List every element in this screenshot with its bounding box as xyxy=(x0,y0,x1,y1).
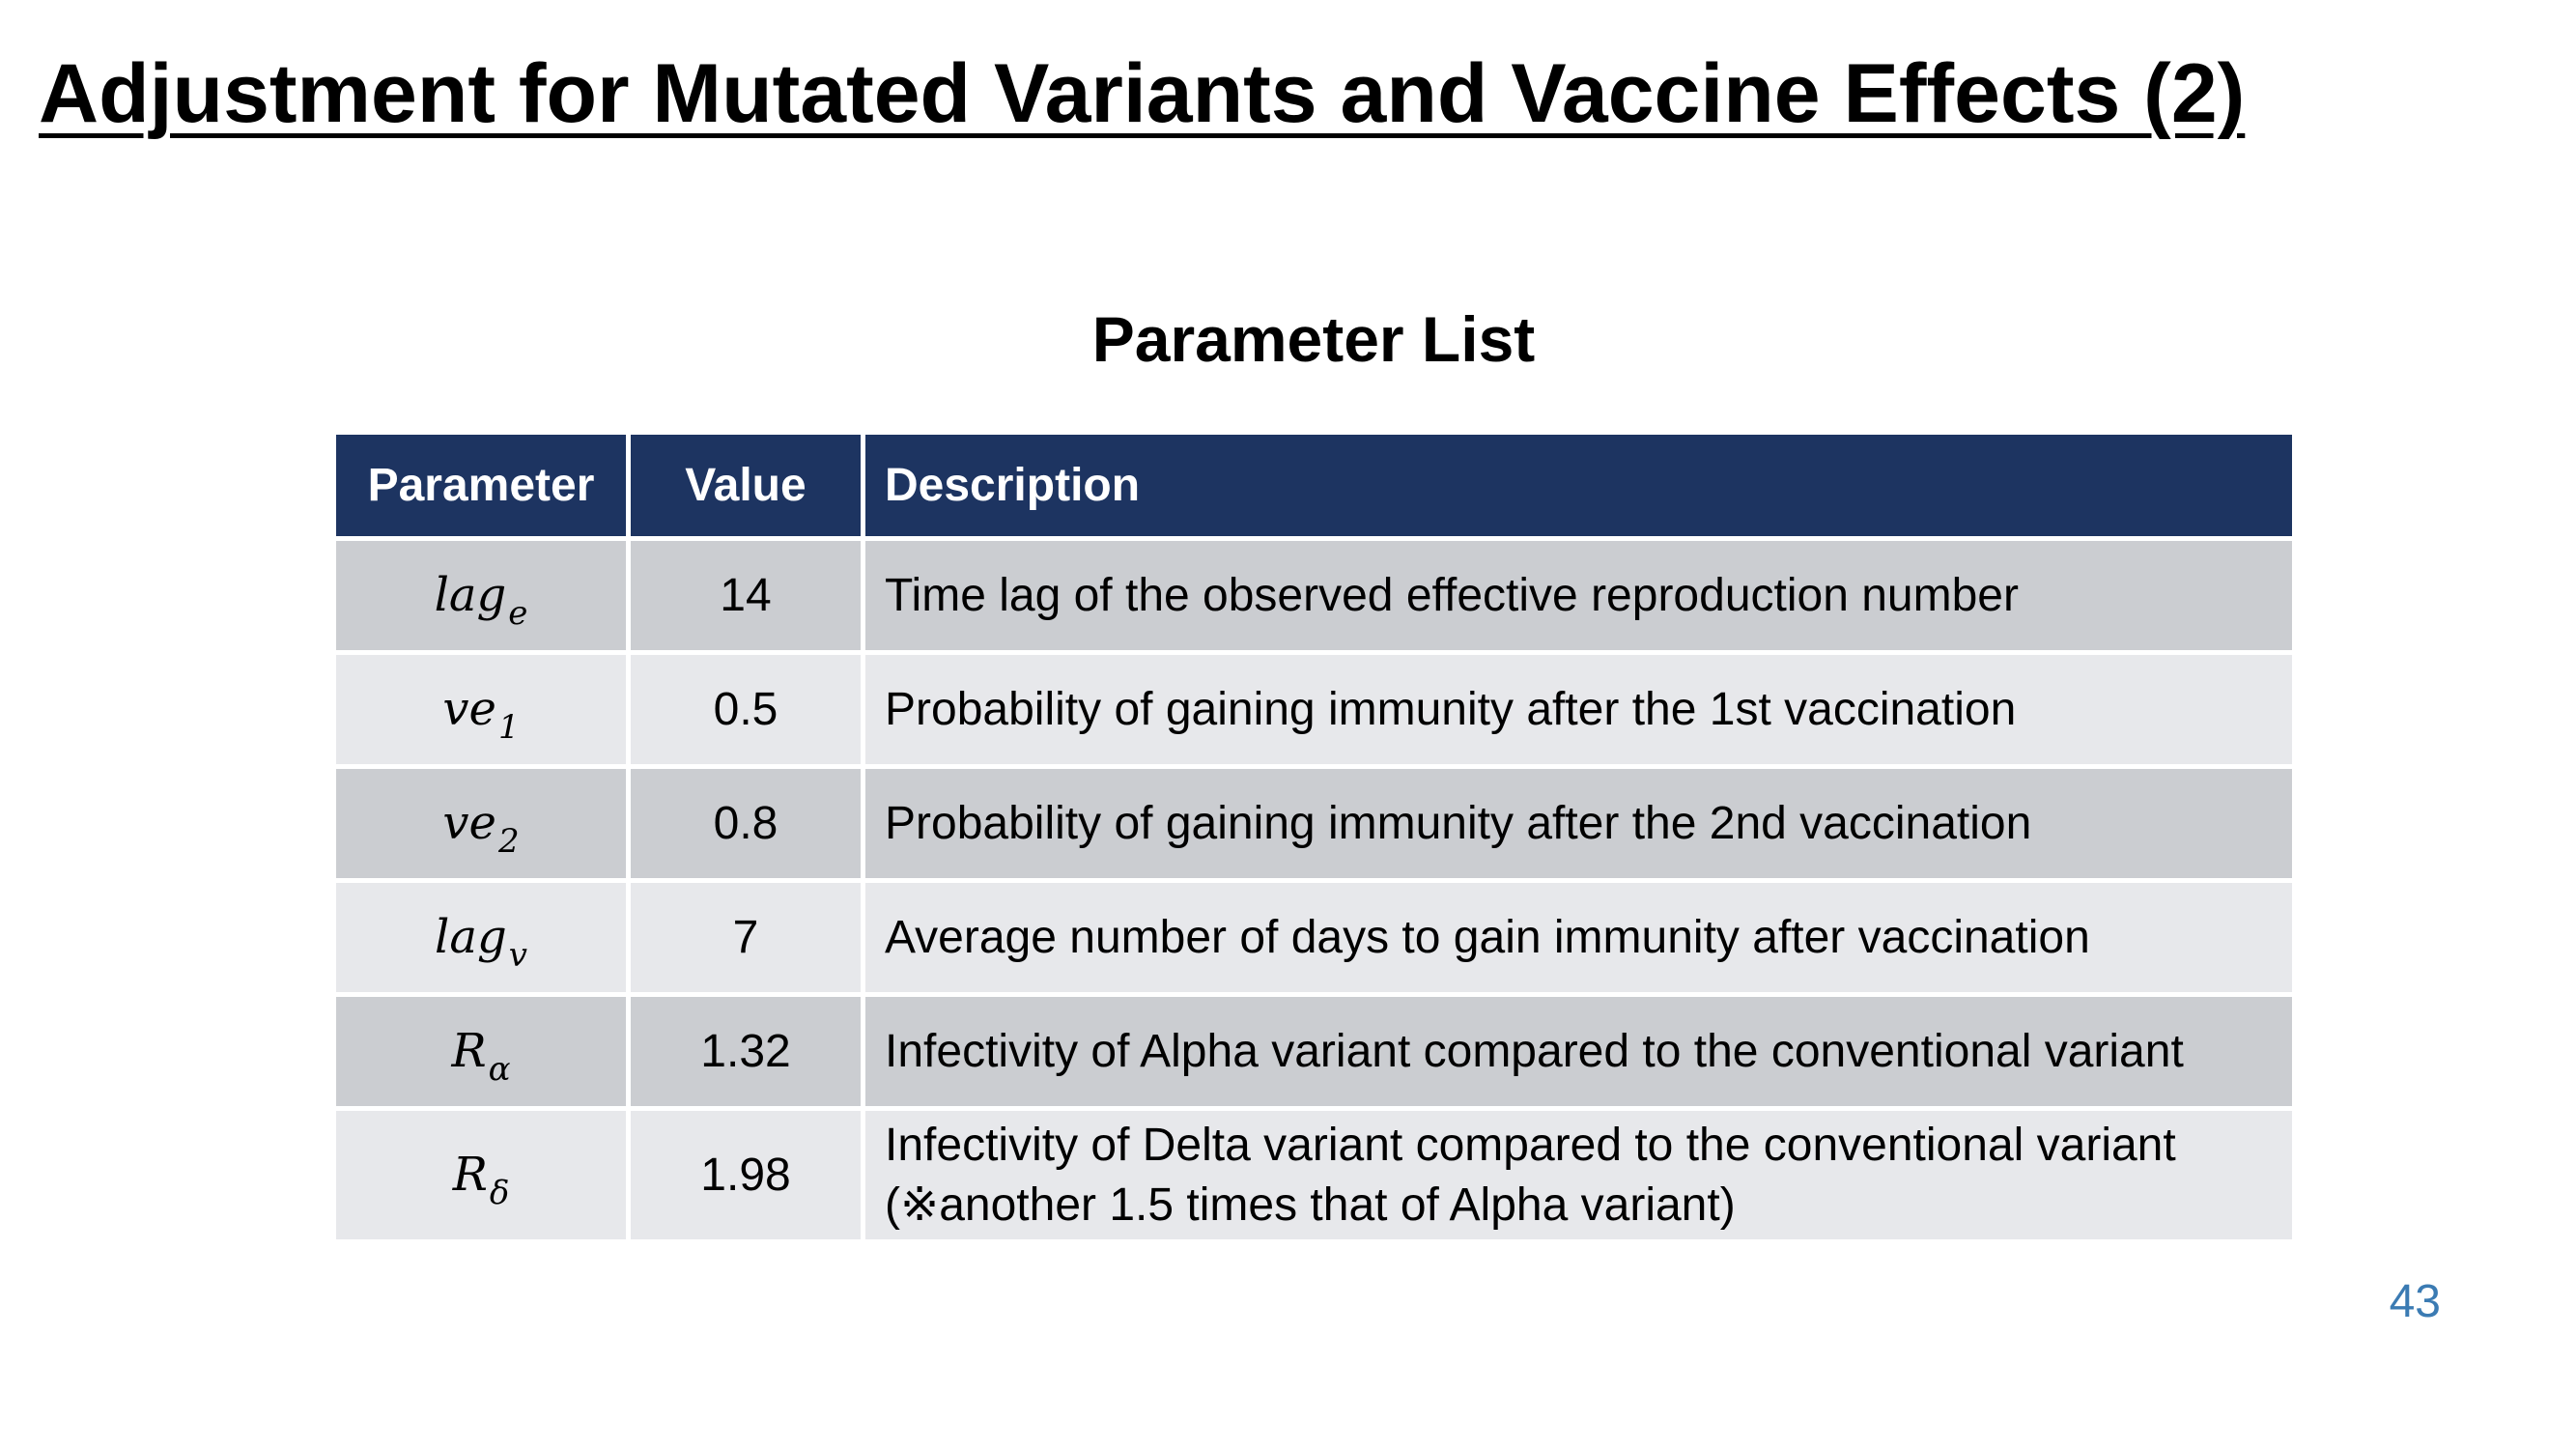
parameter-value: 1.98 xyxy=(629,1109,863,1242)
symbol-base: R xyxy=(452,1147,488,1202)
description-note: (※another 1.5 times that of Alpha variant) xyxy=(885,1179,1736,1231)
parameter-value: 14 xyxy=(629,539,863,653)
symbol-subscript: e xyxy=(508,593,528,633)
description-line: Probability of gaining immunity after the 2nd vaccination xyxy=(885,797,2032,849)
slide-title: Adjustment for Mutated Variants and Vaccine Effects (2) xyxy=(39,47,2246,140)
symbol-subscript: 1 xyxy=(497,707,520,747)
description-line: Infectivity of Alpha variant compared to the conventional variant xyxy=(885,1025,2184,1077)
symbol-base: ve xyxy=(442,795,496,850)
header-value: Value xyxy=(629,433,863,539)
parameter-description xyxy=(863,881,2295,995)
table-row xyxy=(334,653,2295,767)
symbol-subscript: 2 xyxy=(497,821,520,861)
description-line: Average number of days to gain immunity after vaccination xyxy=(885,911,2090,963)
header-description: Description xyxy=(863,433,2295,539)
parameter-description xyxy=(863,539,2295,653)
parameter-value: 0.5 xyxy=(629,653,863,767)
header-parameter: Parameter xyxy=(334,433,629,539)
parameter-value: 1.32 xyxy=(629,995,863,1109)
parameter-description xyxy=(863,1109,2295,1242)
table-row xyxy=(334,1109,2295,1242)
symbol-base: ve xyxy=(442,681,496,736)
description-line: Probability of gaining immunity after the 1st vaccination xyxy=(885,683,2017,735)
table-title: Parameter List xyxy=(1091,303,1536,375)
parameter-value: 0.8 xyxy=(629,767,863,881)
symbol-subscript: δ xyxy=(489,1173,510,1212)
parameter-table xyxy=(331,430,2297,1244)
page-number: 43 xyxy=(2389,1276,2441,1327)
symbol-subscript: v xyxy=(508,935,527,975)
parameter-symbol xyxy=(334,539,629,653)
symbol-subscript: α xyxy=(488,1049,511,1089)
parameter-description xyxy=(863,995,2295,1109)
parameter-symbol xyxy=(334,653,629,767)
table-header-row xyxy=(334,433,2295,539)
table-row xyxy=(334,881,2295,995)
parameter-description xyxy=(863,653,2295,767)
symbol-base: lag xyxy=(434,567,507,622)
table-row xyxy=(334,767,2295,881)
parameter-value: 7 xyxy=(629,881,863,995)
parameter-symbol xyxy=(334,881,629,995)
table-row xyxy=(334,539,2295,653)
description-line: Time lag of the observed effective reproduction number xyxy=(885,569,2019,621)
symbol-base: R xyxy=(451,1023,487,1078)
parameter-symbol xyxy=(334,1109,629,1242)
symbol-base: lag xyxy=(435,909,507,964)
table-row xyxy=(334,995,2295,1109)
parameter-symbol xyxy=(334,767,629,881)
description-line: Infectivity of Delta variant compared to the conventional variant xyxy=(885,1120,2176,1172)
parameter-symbol xyxy=(334,995,629,1109)
parameter-description xyxy=(863,767,2295,881)
